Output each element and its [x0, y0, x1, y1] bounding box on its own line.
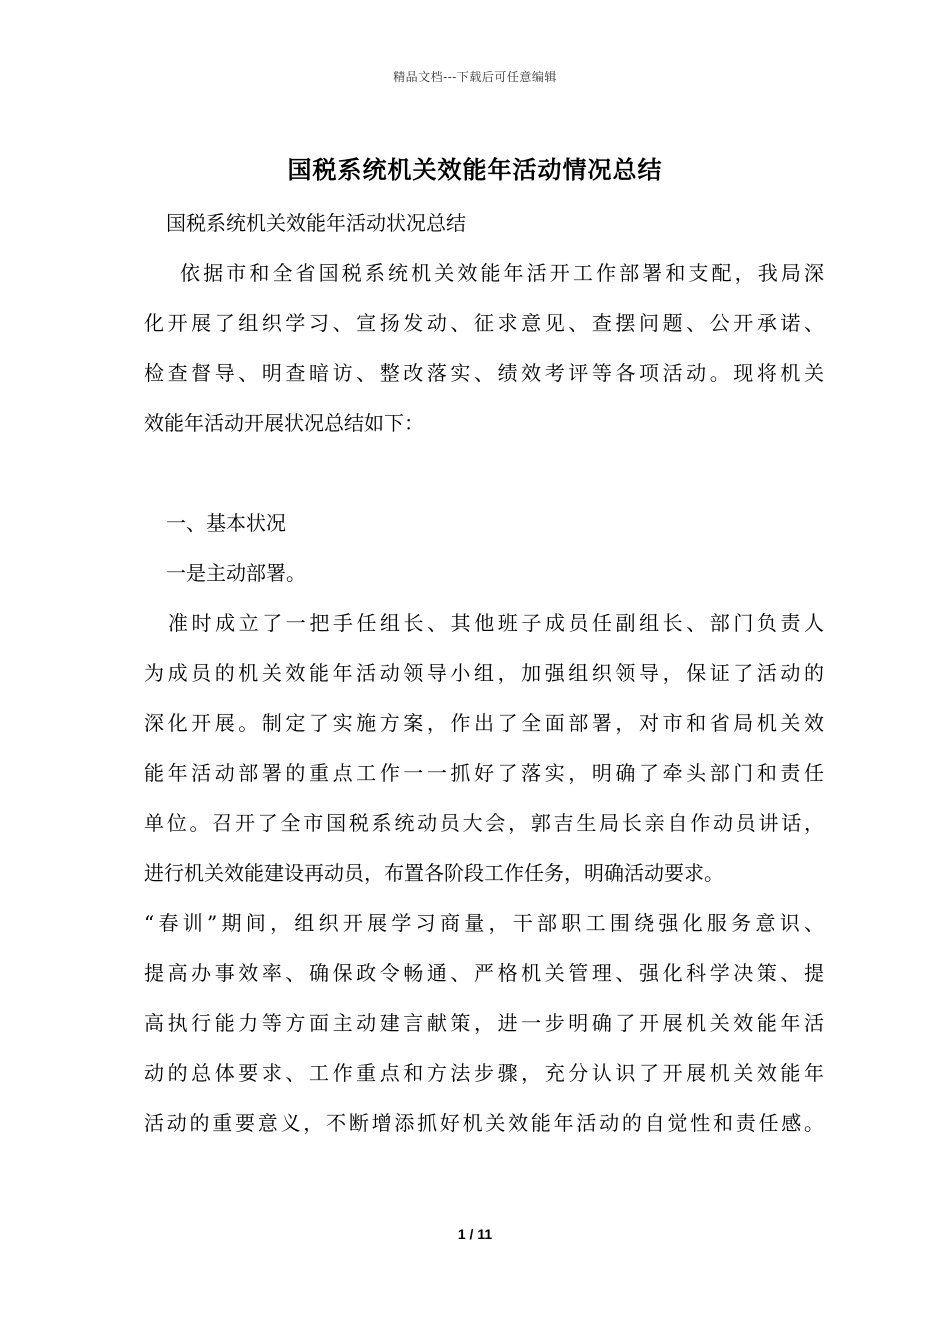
- paragraph-line: 单位。召开了全市国税系统动员大会，郭吉生局长亲自作动员讲话，: [144, 811, 824, 835]
- paragraph-line: 提高办事效率、确保政令畅通、严格机关管理、强化科学决策、提: [144, 961, 824, 985]
- paragraph-line: 进行机关效能建设再动员，布置各阶段工作任务，明确活动要求。: [144, 861, 724, 885]
- subsection-heading: 一是主动部署。: [166, 561, 306, 585]
- paragraph-line: 化开展了组织学习、宣扬发动、征求意见、查摆问题、公开承诺、: [144, 311, 824, 335]
- page-number: 1 / 11: [457, 1226, 493, 1242]
- document-subtitle: 国税系统机关效能年活动状况总结: [166, 211, 466, 235]
- document-title: 国税系统机关效能年活动情况总结: [287, 155, 663, 184]
- paragraph-line: 能年活动部署的重点工作一一抓好了落实，明确了牵头部门和责任: [144, 761, 824, 785]
- paragraph-line: 动的总体要求、工作重点和方法步骤，充分认识了开展机关效能年: [144, 1061, 824, 1085]
- paragraph-line: 为成员的机关效能年活动领导小组，加强组织领导，保证了活动的: [144, 661, 824, 685]
- paragraph-line: 活动的重要意义，不断增添抓好机关效能年活动的自觉性和责任感。: [144, 1111, 824, 1135]
- intro-paragraph: [144, 248, 824, 448]
- paragraph-spacer: [144, 448, 824, 498]
- paragraph-line: 深化开展。制定了实施方案，作出了全面部署，对市和省局机关效: [144, 711, 824, 735]
- paragraph-line: 效能年活动开展状况总结如下：: [144, 411, 424, 435]
- paragraph-line: 依据市和全省国税系统机关效能年活开工作部署和支配，我局深: [180, 261, 824, 285]
- body-paragraph: [144, 598, 824, 1148]
- section-heading: 一、基本状况: [166, 511, 286, 535]
- paragraph-line: “春训”期间，组织开展学习商量，干部职工围绕强化服务意识、: [144, 911, 824, 935]
- paragraph-line: 检查督导、明查暗访、整改落实、绩效考评等各项活动。现将机关: [144, 361, 824, 385]
- paragraph-line: 准时成立了一把手任组长、其他班子成员任副组长、部门负责人: [168, 611, 824, 635]
- page-header-note: 精品文档---下载后可任意编辑: [393, 70, 557, 84]
- document-body: [144, 198, 824, 1148]
- paragraph-line: 高执行能力等方面主动建言献策，进一步明确了开展机关效能年活: [144, 1011, 824, 1035]
